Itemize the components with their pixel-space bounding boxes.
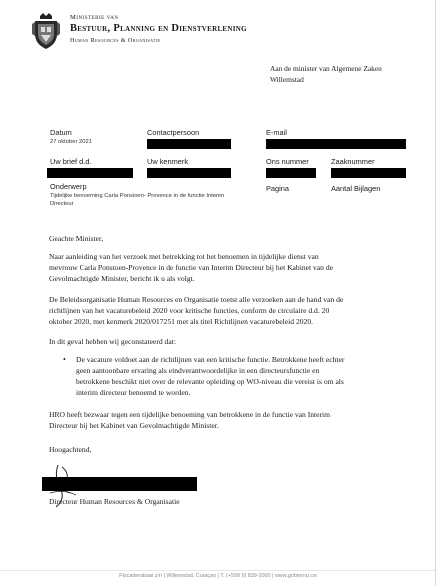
addressee-line-1: Aan de minister van Algemene Zaken bbox=[270, 64, 382, 73]
paragraph-2-line-1: De Beleidsorganisatie Human Resources en Organisatie toetst alle verzoeken aan de hand van de bbox=[49, 295, 344, 304]
paragraph-3: In dit geval hebben wij geconstateerd dat: bbox=[49, 337, 176, 346]
redacted-uw-kenmerk bbox=[147, 168, 231, 178]
onderwerp-label: Onderwerp bbox=[50, 182, 87, 191]
ministry-prefix: Ministerie van bbox=[70, 14, 119, 21]
footer-divider bbox=[0, 570, 435, 571]
department-name: Human Resources & Organisatie bbox=[70, 37, 161, 44]
paragraph-1-line-2: mevrouw Carla Ponstoen-Provence in de functie van Interim Directeur bij het Kabinet van de bbox=[49, 263, 334, 272]
bijlagen-label: Aantal Bijlagen bbox=[331, 184, 381, 193]
zaaknummer-label: Zaaknummer bbox=[331, 157, 375, 166]
footer-address: Piscaderabaai z/n | Willemstad, Curaçao | T. (+599 9) 839-2000 | www.gobiernu.cw bbox=[119, 573, 317, 579]
redacted-email bbox=[266, 139, 406, 149]
ministry-name: Bestuur, Planning en Dienstverlening bbox=[70, 23, 247, 34]
redacted-signatory-name bbox=[42, 477, 197, 491]
ons-nummer-label: Ons nummer bbox=[266, 157, 309, 166]
redacted-ons-nummer bbox=[266, 168, 316, 178]
signatory-title: Directeur Human Resources & Organisatie bbox=[49, 497, 180, 506]
bullet-line-1: De vacature voldoet aan de richtlijnen van een kritische functie. Betrokkene heeft echter bbox=[76, 355, 345, 364]
email-label: E-mail bbox=[266, 128, 287, 137]
paragraph-4-line-1: HRO heeft bezwaar tegen een tijdelijke benoeming van betrokkene in de functie van Interim bbox=[49, 410, 331, 419]
redacted-zaaknummer bbox=[331, 168, 406, 178]
paragraph-2-line-2: richtlijnen van het vacaturebeleid 2020 voor kritische functies, conform de circulaire d.d. 20 bbox=[49, 306, 330, 315]
bullet-line-2: geen aantoonbare ervaring als eindverantwoordelijke in een directeursfunctie en bbox=[76, 366, 320, 375]
onderwerp-value-line-1: Tijdelijke benoeming Carla Ponsioen- Provence in de functie Interim bbox=[50, 193, 225, 199]
bullet-line-3: betrokkene beschikt niet over de relevante opleiding op WO-niveau die vereist is om als bbox=[76, 377, 344, 386]
bullet-line-4: interim directeur benoemd te worden. bbox=[76, 388, 191, 397]
datum-value: 27 oktober 2021 bbox=[50, 139, 92, 145]
paragraph-2-line-3: oktober 2020, met kenmerk 2020/017251 met als titel Richtlijnen vacaturebeleid 2020. bbox=[49, 317, 314, 326]
paragraph-1-line-3: Gevolmachtigde Minister, bericht ik u als volgt. bbox=[49, 274, 195, 283]
redacted-uw-brief bbox=[47, 168, 133, 178]
coat-of-arms-logo bbox=[31, 12, 61, 50]
closing: Hoogachtend, bbox=[49, 445, 92, 454]
paragraph-4-line-2: Directeur bij het Kabinet van Gevolmachtigde Minister. bbox=[49, 421, 219, 430]
contactpersoon-label: Contactpersoon bbox=[147, 128, 200, 137]
datum-label: Datum bbox=[50, 128, 72, 137]
redacted-contactpersoon bbox=[147, 139, 231, 149]
bullet-point: • bbox=[63, 355, 66, 364]
paragraph-1-line-1: Naar aanleiding van het verzoek met betrekking tot het benoemen in tijdelijke dienst van bbox=[49, 252, 319, 261]
onderwerp-value-line-2: Directeur bbox=[50, 201, 74, 207]
addressee-line-2: Willemstad bbox=[270, 75, 304, 84]
salutation: Geachte Minister, bbox=[49, 234, 104, 243]
uw-brief-label: Uw brief d.d. bbox=[50, 157, 92, 166]
uw-kenmerk-label: Uw kenmerk bbox=[147, 157, 189, 166]
pagina-label: Pagina bbox=[266, 184, 290, 193]
